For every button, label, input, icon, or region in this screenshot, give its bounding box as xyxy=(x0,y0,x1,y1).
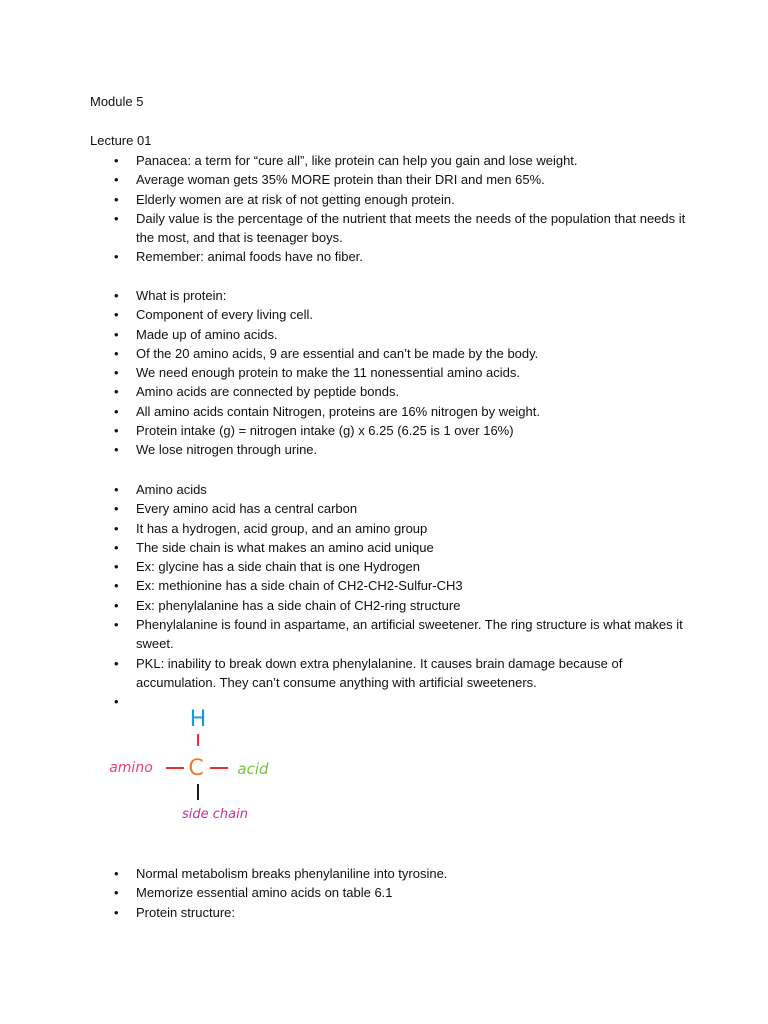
list-item: • Ex: glycine has a side chain that is one Hydrogen xyxy=(90,557,690,576)
diagram-hydrogen-label: H xyxy=(189,707,207,732)
list-item: • Of the 20 amino acids, 9 are essential and can’t be made by the body. xyxy=(90,344,690,363)
list-item: • Protein intake (g) = nitrogen intake (g) x 6.25 (6.25 is 1 over 16%) xyxy=(90,421,690,440)
list-item: • Memorize essential amino acids on table 6.1 xyxy=(90,883,690,902)
list-item: • Panacea: a term for “cure all”, like protein can help you gain and lose weight. xyxy=(90,151,690,170)
list-item: • Normal metabolism breaks phenylaniline into tyrosine. xyxy=(90,864,690,883)
diagram-side-chain-label: side chain xyxy=(182,807,248,822)
diagram-carbon-label: C xyxy=(188,756,204,781)
list-item: • All amino acids contain Nitrogen, proteins are 16% nitrogen by weight. xyxy=(90,402,690,421)
list-item: • Average woman gets 35% MORE protein than their DRI and men 65%. xyxy=(90,170,690,189)
list-item: • Made up of amino acids. xyxy=(90,325,690,344)
list-item: • Protein structure: xyxy=(90,903,690,922)
bullet-list-metabolism xyxy=(90,864,690,922)
amino-acid-diagram xyxy=(100,700,290,830)
list-item: • The side chain is what makes an amino acid unique xyxy=(90,538,690,557)
list-item: • Amino acids are connected by peptide bonds. xyxy=(90,382,690,401)
list-item: • Elderly women are at risk of not getting enough protein. xyxy=(90,190,690,209)
bullet-list-protein xyxy=(90,286,690,460)
lecture-title: Lecture 01 xyxy=(90,133,152,148)
list-item: • PKL: inability to break down extra phenylalanine. It causes brain damage because of accumulation. They can’t consume anything with artificial sweeteners. xyxy=(90,654,690,693)
bullet-list-amino-acids xyxy=(90,480,690,712)
list-item: • What is protein: xyxy=(90,286,690,305)
list-item: • We lose nitrogen through urine. xyxy=(90,440,690,459)
list-item: • Daily value is the percentage of the nutrient that meets the needs of the population that needs it the most, and that is teenager boys. xyxy=(90,209,690,248)
list-item: • Amino acids xyxy=(90,480,690,499)
list-item: • Remember: animal foods have no fiber. xyxy=(90,247,690,266)
list-item: • Phenylalanine is found in aspartame, an artificial sweetener. The ring structure is what makes it sweet. xyxy=(90,615,690,654)
diagram-acid-label: acid xyxy=(237,760,269,778)
list-item: • It has a hydrogen, acid group, and an amino group xyxy=(90,519,690,538)
list-item: • Component of every living cell. xyxy=(90,305,690,324)
list-item: • Every amino acid has a central carbon xyxy=(90,499,690,518)
list-item: • Ex: phenylalanine has a side chain of CH2-ring structure xyxy=(90,596,690,615)
diagram-amino-label: amino xyxy=(109,760,153,776)
module-title: Module 5 xyxy=(90,94,144,109)
list-item: • Ex: methionine has a side chain of CH2-CH2-Sulfur-CH3 xyxy=(90,576,690,595)
bullet-list-intro xyxy=(90,151,690,267)
list-item: • We need enough protein to make the 11 nonessential amino acids. xyxy=(90,363,690,382)
